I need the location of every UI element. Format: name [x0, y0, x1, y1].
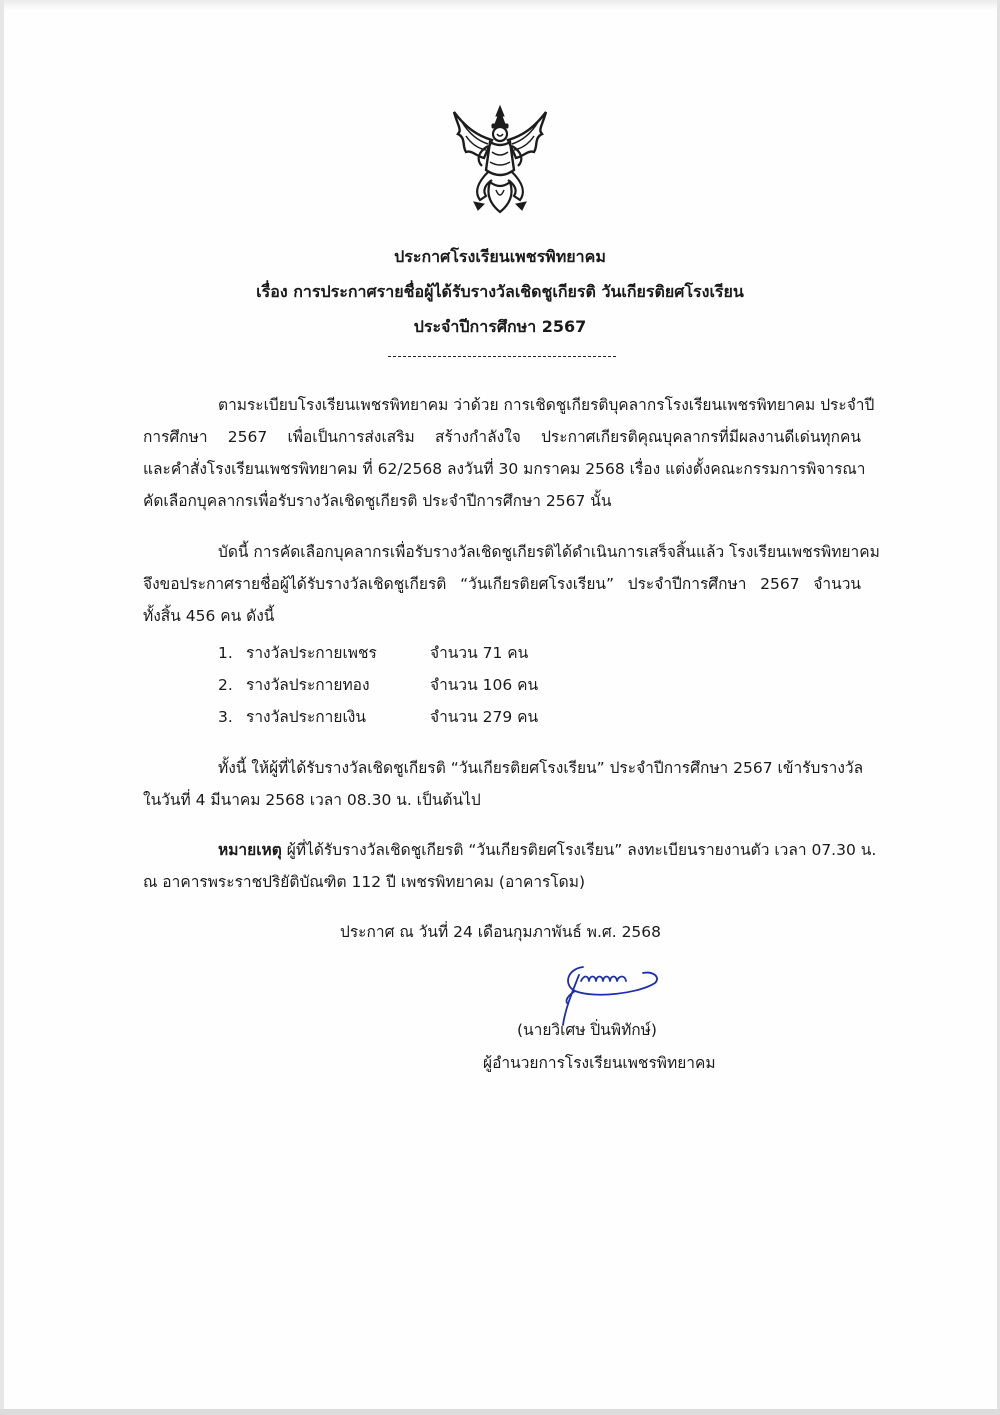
- paragraph2-line1: บัดนี้ การคัดเลือกบุคลากรเพื่อรับรางวัลเชิดชูเกียรติได้ดำเนินการเสร็จสิ้นแล้ว โรงเรียนเพชรพิทยาคม: [218, 543, 880, 561]
- scan-edge-bottom: [0, 1409, 1000, 1415]
- header-divider: [388, 356, 616, 357]
- announcement-subject: เรื่อง การประกาศรายชื่อผู้ได้รับรางวัลเชิดชูเกียรติ วันเกียรติยศโรงเรียน: [256, 282, 744, 301]
- paragraph2-line3: ทั้งสิ้น 456 คน ดังนี้: [143, 607, 275, 625]
- award-count: จำนวน 106 คน: [430, 676, 539, 694]
- announcement-heading: ประกาศโรงเรียนเพชรพิทยาคม: [394, 247, 606, 266]
- note-label: หมายเหตุ: [218, 841, 282, 859]
- paragraph3-line1: ทั้งนี้ ให้ผู้ที่ได้รับรางวัลเชิดชูเกียรติ “วันเกียรติยศโรงเรียน” ประจำปีการศึกษา 2567 เข้ารับรางวัล: [218, 759, 864, 777]
- paragraph3-line2: ในวันที่ 4 มีนาคม 2568 เวลา 08.30 น. เป็นต้นไป: [143, 791, 481, 809]
- paragraph1-line2: การศึกษา 2567 เพื่อเป็นการส่งเสริม สร้างกำลังใจ ประกาศเกียรติคุณบุคลากรที่มีผลงานดีเด่นทุกคน: [143, 428, 861, 446]
- garuda-emblem-icon: [440, 100, 560, 220]
- signatory-name: (นายวิเศษ ปิ่นพิทักษ์): [517, 1021, 657, 1039]
- announce-date: ประกาศ ณ วันที่ 24 เดือนกุมภาพันธ์ พ.ศ. 2568: [340, 923, 662, 941]
- award-name: รางวัลประกายเงิน: [246, 708, 366, 726]
- award-name: รางวัลประกายทอง: [246, 676, 370, 694]
- note-text: ผู้ที่ได้รับรางวัลเชิดชูเกียรติ “วันเกียรติยศโรงเรียน” ลงทะเบียนรายงานตัว เวลา 07.30 น.: [281, 841, 877, 859]
- signatory-position: ผู้อำนวยการโรงเรียนเพชรพิทยาคม: [483, 1054, 716, 1072]
- note-line2: ณ อาคารพระราชปริยัติบัณฑิต 112 ปี เพชรพิทยาคม (อาคารโดม): [143, 873, 586, 891]
- paragraph1-line4: คัดเลือกบุคลากรเพื่อรับรางวัลเชิดชูเกียรติ ประจำปีการศึกษา 2567 นั้น: [143, 492, 612, 510]
- paragraph2-line2: จึงขอประกาศรายชื่อผู้ได้รับรางวัลเชิดชูเกียรติ “วันเกียรติยศโรงเรียน” ประจำปีการศึกษา 2567 จำนวน: [143, 575, 861, 593]
- note-line1: [218, 840, 876, 860]
- scan-edge-left: [0, 0, 4, 1415]
- award-number: 3.: [218, 708, 233, 726]
- paragraph1-line3: และคำสั่งโรงเรียนเพชรพิทยาคม ที่ 62/2568 ลงวันที่ 30 มกราคม 2568 เรื่อง แต่งตั้งคณะกรรมการพิจารณา: [143, 460, 866, 478]
- award-number: 1.: [218, 644, 233, 662]
- award-count: จำนวน 71 คน: [430, 644, 529, 662]
- scan-edge-top: [0, 0, 1000, 10]
- award-count: จำนวน 279 คน: [430, 708, 539, 726]
- announcement-academic-year: ประจำปีการศึกษา 2567: [413, 317, 587, 336]
- handwritten-signature: [545, 955, 670, 1030]
- paragraph1-line1: ตามระเบียบโรงเรียนเพชรพิทยาคม ว่าด้วย การเชิดชูเกียรติบุคลากรโรงเรียนเพชรพิทยาคม ประจำปี: [218, 396, 875, 414]
- award-name: รางวัลประกายเพชร: [246, 644, 377, 662]
- award-number: 2.: [218, 676, 233, 694]
